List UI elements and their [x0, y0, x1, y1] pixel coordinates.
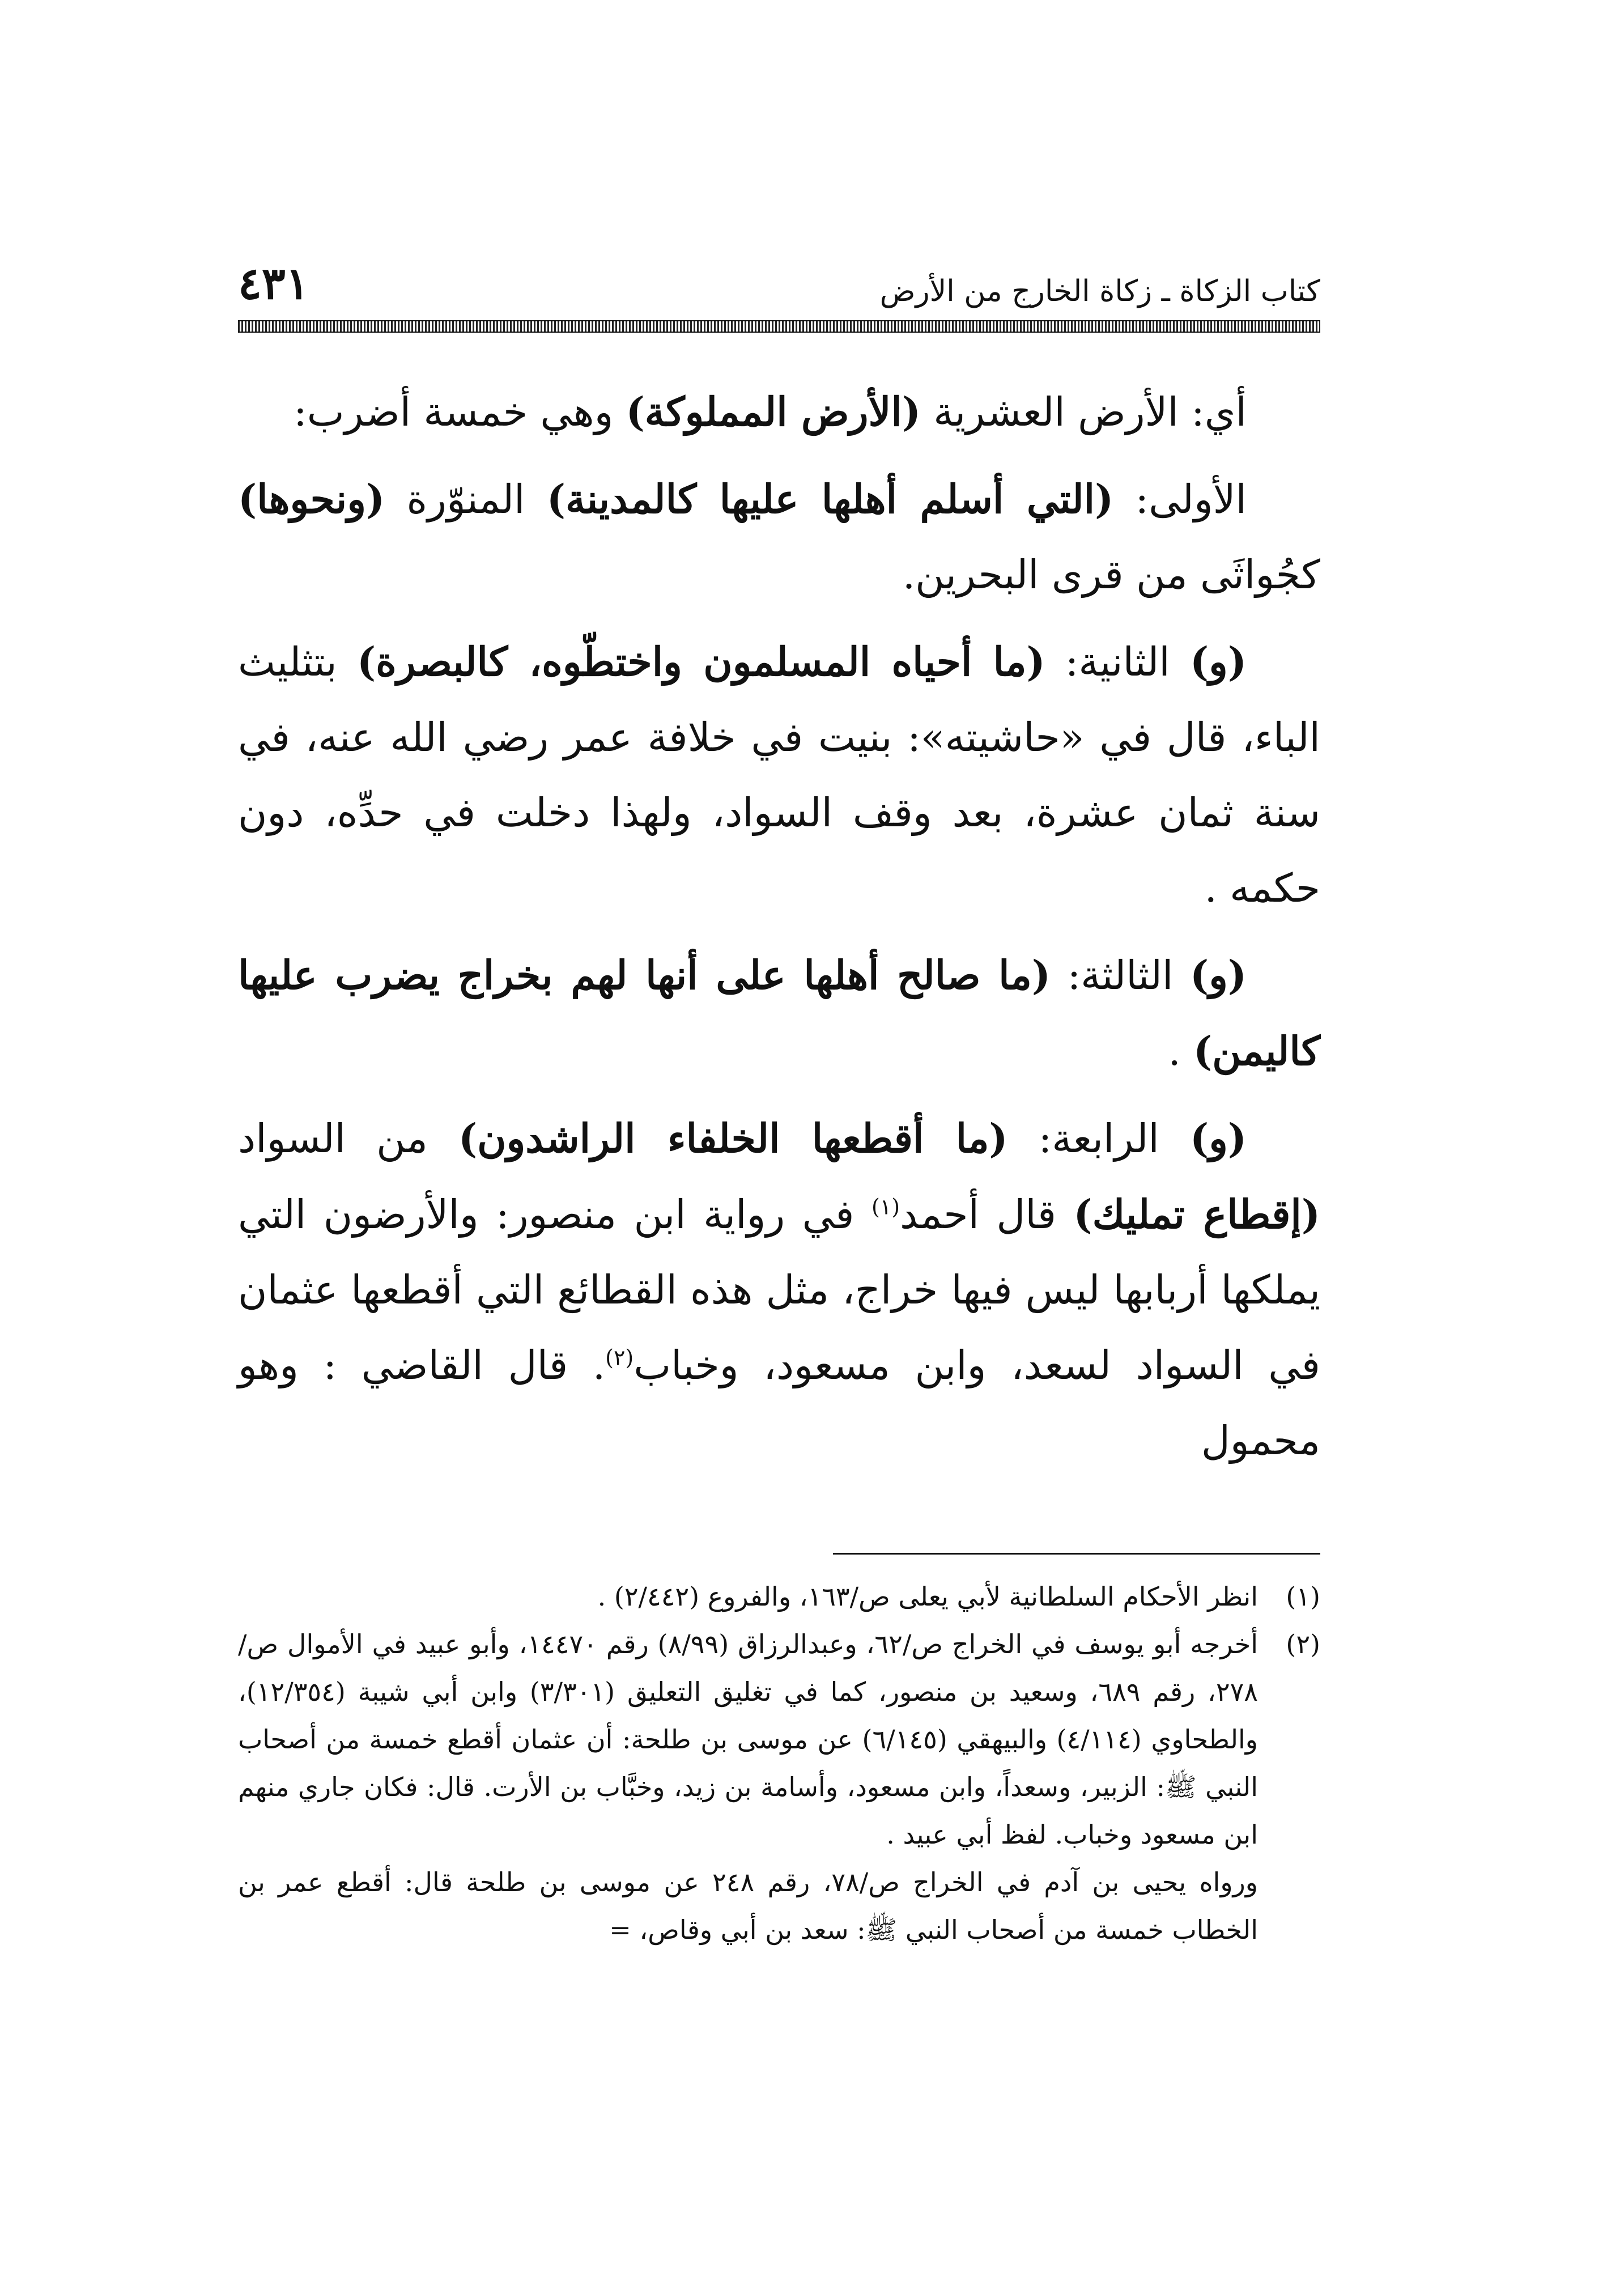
footnote-text: أخرجه أبو يوسف في الخراج ص/٦٢، وعبدالرزاق (٨/٩٩) رقم ١٤٤٧٠، وأبو عبيد في الأموال ص/٢٧٨، رقم ٦٨٩، وسعيد بن منصور، كما في تغليق التعليق (٣/٣٠١) وابن أبي شيبة (١٢/٣٥٤)، والطحاوي (٤/١١٤) والبيهقي (٦/١٤٥) عن موسى بن طلحة: أن عثمان أقطع خمسة من أصحاب النبي ﷺ: الزبير، وسعداً، وابن مسعود، وأسامة بن زيد، وخبَّاب بن الأرت. قال: فكان جاري منهم ابن مسعود وخباب. لفظ أبي عبيد .	[238, 1629, 1258, 1850]
text-span: بتثليث الباء، قال في «حاشيته»: بنيت في خلافة عمر رضي الله عنه، في سنة ثمان عشرة، بعد وقف السواد، ولهذا دخلت في حدِّه، دون حكمه .	[238, 639, 1320, 911]
text-span: . قال القاضي : وهو محمول	[238, 1342, 1320, 1464]
matn-span: (التي أسلم أهلها عليها كالمدينة)	[546, 475, 1114, 523]
footnote-ref-1[interactable]: (١)	[871, 1194, 900, 1220]
paragraph-5	[238, 1101, 1320, 1479]
text-span: المنوّرة	[385, 476, 547, 523]
matn-span: (ما صالح أهلها على أنها لهم بخراج يضرب عليها كاليمن)	[238, 952, 1320, 1075]
matn-span: (ما أقطعها الخلفاء الراشدون)	[458, 1115, 1008, 1162]
footnote-number: (٢)	[1286, 1629, 1320, 1659]
footnote-1	[238, 1573, 1320, 1620]
paragraph-4	[238, 937, 1320, 1089]
matn-span: (الأرض المملوكة)	[626, 388, 921, 435]
text-span: .	[1168, 1028, 1194, 1075]
footnote-2-continued: ورواه يحيى بن آدم في الخراج ص/٧٨، رقم ٢٤٨ عن موسى بن طلحة قال: أقطع عمر بن الخطاب خمسة من أصحاب النبي ﷺ: سعد بن أبي وقاص، =	[238, 1867, 1258, 1945]
matn-span: (ما أحياه المسلمون واختطّوه، كالبصرة)	[356, 638, 1045, 685]
paragraph-2	[238, 461, 1320, 613]
footnote-separator	[833, 1553, 1320, 1555]
footnotes	[238, 1573, 1320, 1954]
footnote-2	[238, 1620, 1320, 1858]
text-span: كجُواثَى من قرى البحرين.	[902, 551, 1320, 598]
page-number: ٤٣١	[238, 258, 309, 309]
paragraph-3	[238, 624, 1320, 926]
text-span: الرابعة:	[1007, 1115, 1190, 1162]
footnote-ref-2[interactable]: (٢)	[605, 1345, 634, 1370]
header-rule	[238, 320, 1320, 333]
main-text	[238, 374, 1320, 1490]
footnote-text: انظر الأحكام السلطانية لأبي يعلى ص/١٦٣، والفروع (٢/٤٤٢) .	[597, 1581, 1258, 1612]
text-span: أي: الأرض العشرية	[920, 389, 1247, 435]
matn-span: (و)	[1189, 638, 1247, 685]
paragraph-1	[238, 374, 1320, 450]
matn-span: (و)	[1189, 1115, 1247, 1162]
text-span: الثانية:	[1045, 639, 1190, 685]
text-span: قال أحمد	[900, 1191, 1074, 1238]
matn-span: (و)	[1189, 952, 1247, 999]
page-header	[238, 249, 1320, 309]
running-title: كتاب الزكاة ـ زكاة الخارج من الأرض	[879, 274, 1320, 308]
matn-span: (إقطاع تمليك)	[1073, 1191, 1321, 1238]
text-span: في رواية ابن منصور: والأرضون التي يملكها أربابها ليس فيها خراج، مثل هذه القطائع التي أقطعها عثمان في السواد لسعد، وابن مسعود، وخباب	[238, 1191, 1321, 1388]
text-span: الأولى:	[1113, 476, 1247, 523]
text-span: وهي خمسة أضرب:	[294, 389, 626, 435]
text-span: الثالثة:	[1051, 952, 1190, 999]
matn-span: (ونحوها)	[238, 475, 385, 523]
text-span: من السواد	[238, 1115, 458, 1162]
footnote-number: (١)	[1286, 1581, 1320, 1612]
